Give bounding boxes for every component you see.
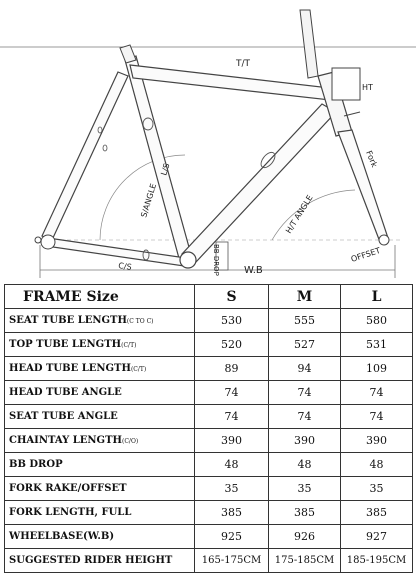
row-value-s: 520 [195,333,269,357]
down-tube [182,104,336,262]
row-value-s: 74 [195,405,269,429]
row-value-l: 927 [341,525,413,549]
row-value-s: 35 [195,477,269,501]
label-bb-drop: BB DROP [212,244,220,276]
row-value-m: 74 [269,405,341,429]
frame-geometry-diagram [0,0,416,285]
rear-axle [35,237,41,243]
label-head-tube: HT [362,83,373,92]
size-header-s: S [195,285,269,309]
row-label: CHAINTAY LENGTH(C/O) [5,429,195,453]
seat-stay [42,72,128,240]
row-value-l: 109 [341,357,413,381]
rear-dropout [41,235,55,249]
table-row [5,309,413,333]
label-wheelbase: W.B [244,265,263,276]
table-row [5,549,413,573]
row-label: TOP TUBE LENGTH(C/T) [5,333,195,357]
row-label: SUGGESTED RIDER HEIGHT [5,549,195,573]
fork-blade [338,130,388,242]
row-value-m: 175-185CM [269,549,341,573]
table-row [5,357,413,381]
top-tube [130,65,330,100]
chain-stay [46,238,186,266]
bottom-bracket [180,252,196,268]
table-row [5,453,413,477]
row-value-m: 35 [269,477,341,501]
label-seat-tube: L/S [159,162,172,177]
row-value-l: 185-195CM [341,549,413,573]
row-label: WHEELBASE(W.B) [5,525,195,549]
row-value-s: 530 [195,309,269,333]
row-value-m: 385 [269,501,341,525]
head-angle-arc [272,190,355,240]
seat-stay-bolt [103,145,107,151]
row-value-s: 48 [195,453,269,477]
size-header-l: L [341,285,413,309]
seat-post [120,45,136,63]
row-value-l: 74 [341,381,413,405]
row-label: FORK LENGTH, FULL [5,501,195,525]
row-label: HEAD TUBE LENGTH(C/T) [5,357,195,381]
table-row [5,381,413,405]
row-value-s: 925 [195,525,269,549]
table-row [5,333,413,357]
row-value-l: 74 [341,405,413,429]
row-value-m: 390 [269,429,341,453]
row-value-l: 35 [341,477,413,501]
steerer [300,10,318,78]
seat-tube [125,56,192,262]
row-value-m: 926 [269,525,341,549]
row-value-s: 74 [195,381,269,405]
row-label: HEAD TUBE ANGLE [5,381,195,405]
row-value-s: 385 [195,501,269,525]
table-header-row [5,285,413,309]
label-fork: Fork [364,149,379,169]
label-chainstay: C/S [117,261,133,272]
row-value-l: 580 [341,309,413,333]
row-value-m: 94 [269,357,341,381]
row-label: BB DROP [5,453,195,477]
label-top-tube: T/T [236,59,251,69]
row-value-m: 74 [269,381,341,405]
table-row [5,405,413,429]
table-row [5,477,413,501]
table-row [5,429,413,453]
row-label: FORK RAKE/OFFSET [5,477,195,501]
row-value-l: 390 [341,429,413,453]
table-row [5,501,413,525]
label-head-angle: H/T ANGLE [284,193,315,236]
row-value-s: 89 [195,357,269,381]
table-row [5,525,413,549]
row-label: SEAT TUBE ANGLE [5,405,195,429]
label-seat-angle: S/ANGLE [139,182,159,219]
row-value-l: 385 [341,501,413,525]
frame-size-table [4,284,413,573]
row-value-s: 390 [195,429,269,453]
row-value-s: 165-175CM [195,549,269,573]
size-header-m: M [269,285,341,309]
row-value-m: 527 [269,333,341,357]
front-dropout [379,235,389,245]
label-offset: OFFSET [349,245,382,264]
stem [332,68,360,100]
row-value-m: 48 [269,453,341,477]
row-value-l: 531 [341,333,413,357]
row-value-l: 48 [341,453,413,477]
row-value-m: 555 [269,309,341,333]
table-title: FRAME Size [5,285,195,309]
row-label: SEAT TUBE LENGTH(C TO C) [5,309,195,333]
